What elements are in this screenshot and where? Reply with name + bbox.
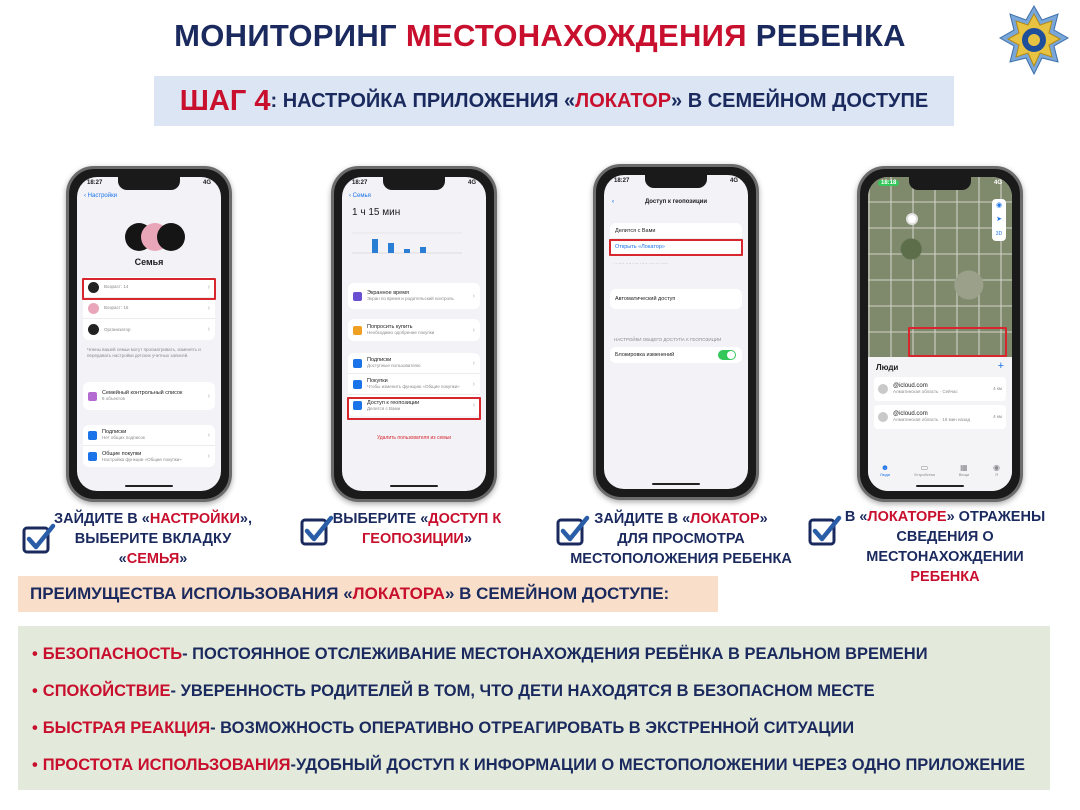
- add-person-button[interactable]: +: [997, 360, 1004, 372]
- step-text-1: : НАСТРОЙКА ПРИЛОЖЕНИЯ «: [270, 89, 576, 112]
- tab-devices[interactable]: ▭ Устройства: [913, 463, 935, 477]
- phone-screen: 18:27 4G ‹ Семья 1 ч 15 мин Экранное время Экран по время и родительский контроль › Попросить купить Необходимо одобрение покупки › Подписки Доступные пользователю › Покупки Чтобы изменить функцию «Общие покупки» › Доступ к геопозиции Делится с Вами › Удалить пользователя из семьи: [342, 177, 486, 491]
- advantages-list: [18, 626, 1050, 790]
- back-nav[interactable]: ‹ Настройки: [84, 193, 118, 199]
- screen-header: ‹ Доступ к геопозиции: [612, 199, 708, 205]
- page-title: [0, 18, 1080, 54]
- person-map-pin[interactable]: [906, 213, 918, 225]
- step-text-2: ЛОКАТОР: [575, 89, 672, 112]
- advantage-item: • БЫСТРАЯ РЕАКЦИЯ - ВОЗМОЖНОСТЬ ОПЕРАТИВНО ОТРЕАГИРОВАТЬ В ЭКСТРЕННОЙ СИТУАЦИИ: [32, 719, 855, 737]
- sharing-list: Подписки Доступные пользователю › Покупки Чтобы изменить функцию «Общие покупки» › Доступ к геопозиции Делится с Вами ›: [348, 353, 480, 416]
- phone-settings-family: [66, 166, 232, 502]
- remove-user-link[interactable]: Удалить пользователя из семьи: [376, 435, 452, 441]
- globe-icon[interactable]: ◉: [995, 202, 1003, 209]
- phone-family-member: [331, 166, 497, 502]
- subscriptions-list: [83, 425, 215, 467]
- devices-icon: ▭: [920, 463, 929, 472]
- findmy-tab-bar: [868, 463, 1012, 483]
- phone-screen: 18:27 4G ‹ Настройки Семья Возраст: 14 › Возраст: 16 › Организатор › Члены вашей семьи могут просматривать, изменять и передавать настройки детских учетных записей. Семейный контрольный список 8 объектов › Подписки Нет общих подписок › Общие покупки Настройка функции «Общие покупки» ›: [77, 177, 221, 491]
- people-icon: ☻: [880, 463, 890, 472]
- map-3d-button[interactable]: 3D: [995, 231, 1003, 237]
- step-label: ШАГ 4: [179, 84, 271, 117]
- open-findmy-link[interactable]: Открыть «Локатор»: [615, 244, 665, 250]
- map-controls: [992, 199, 1006, 241]
- person-row[interactable]: @icloud.com Алматинская область · 18 мин назад 4 км: [874, 405, 1006, 429]
- screen-time-chart: [352, 225, 472, 255]
- family-avatars: [125, 223, 185, 251]
- shared-purchases-row[interactable]: Общие покупки Настройка функции «Общие покупки» ›: [83, 446, 215, 467]
- subscriptions-row[interactable]: Подписки Нет общих подписок ›: [83, 425, 215, 446]
- person-row[interactable]: @icloud.com Алматинская область · Сейчас 4 км: [874, 377, 1006, 401]
- tab-me[interactable]: ◉ Я: [993, 463, 1001, 477]
- highlight-frame: [82, 278, 216, 300]
- screen-time-value: 1 ч 15 мин: [352, 207, 401, 218]
- caption-step-2: ВЫБЕРИТЕ «ДОСТУП К ГЕОПОЗИЦИИ»: [332, 511, 502, 547]
- member-row[interactable]: Возраст: 14 ›: [83, 277, 215, 298]
- checkbox-check-icon: [300, 514, 334, 548]
- member-row[interactable]: Организатор ›: [83, 319, 215, 340]
- back-chevron-icon[interactable]: ‹: [612, 199, 614, 205]
- advantage-item: • БЕЗОПАСНОСТЬ - ПОСТОЯННОЕ ОТСЛЕЖИВАНИЕ МЕСТОНАХОЖДЕНИЯ РЕБЁНКА В РЕАЛЬНОМ ВРЕМЕНИ: [32, 645, 928, 663]
- auto-sharing-card[interactable]: Автоматический доступ: [610, 289, 742, 309]
- shared-with-you-card: Делится с Вами Открыть «Локатор»: [610, 223, 742, 255]
- screen-time-row[interactable]: Экранное время Экран по время и родительский контроль ›: [348, 283, 480, 309]
- family-checklist[interactable]: Семейный контрольный список 8 объектов ›: [83, 382, 215, 410]
- lock-changes-toggle[interactable]: [718, 350, 736, 360]
- location-arrow-icon[interactable]: ➤: [996, 216, 1002, 223]
- title-part-1: МОНИТОРИНГ: [174, 18, 406, 53]
- advantage-item: • ПРОСТОТА ИСПОЛЬЗОВАНИЯ -УДОБНЫЙ ДОСТУП К ИНФОРМАЦИИ О МЕСТОПОЛОЖЕНИИ ЧЕРЕЗ ОДНО ПРИЛОЖЕНИЕ: [32, 756, 1026, 774]
- caption-step-4: В «ЛОКАТОРЕ» ОТРАЖЕНЫ СВЕДЕНИЯ О МЕСТОНАХОЖДЕНИИ РЕБЕНКА: [844, 509, 1046, 585]
- step-banner: [154, 76, 954, 126]
- location-sharing-row[interactable]: Доступ к геопозиции Делится с Вами ›: [348, 395, 480, 416]
- phone-screen: 18:27 4G ‹ Доступ к геопозиции Делится с Вами Открыть «Локатор» ·· ···· ····· ··· ····· ···· ·· ····· Автоматический доступ НАСТРОЙКИ ОБЩЕГО ДОСТУПА К ГЕОПОЗИЦИИ Блокировка изменений: [604, 175, 748, 489]
- highlight-frame: [609, 239, 743, 256]
- member-row[interactable]: Возраст: 16 ›: [83, 298, 215, 319]
- ask-to-buy-row[interactable]: Попросить купить Необходимо одобрение покупки ›: [348, 319, 480, 341]
- lock-changes-card: Блокировка изменений: [610, 347, 742, 363]
- items-icon: ▦: [960, 463, 968, 472]
- advantage-item: • СПОКОЙСТВИЕ - УВЕРЕННОСТЬ РОДИТЕЛЕЙ В ТОМ, ЧТО ДЕТИ НАХОДЯТСЯ В БЕЗОПАСНОМ МЕСТЕ: [32, 682, 875, 700]
- title-part-2: МЕСТОНАХОЖДЕНИЯ: [405, 18, 747, 53]
- tab-people[interactable]: ☻ Люди: [879, 463, 891, 477]
- phone-findmy-map: [857, 166, 1023, 502]
- highlight-frame: [347, 397, 481, 420]
- step-text-3: » В СЕМЕЙНОМ ДОСТУПЕ: [671, 89, 929, 112]
- advantages-title: ПРЕИМУЩЕСТВА ИСПОЛЬЗОВАНИЯ « ЛОКАТОРА » В СЕМЕЙНОМ ДОСТУПЕ:: [18, 576, 718, 612]
- family-title: Семья: [134, 257, 164, 267]
- police-emblem-icon: [996, 4, 1072, 76]
- title-part-3: РЕБЕНКА: [746, 18, 906, 53]
- caption-step-1: ЗАЙДИТЕ В «НАСТРОЙКИ», ВЫБЕРИТЕ ВКЛАДКУ «СЕМЬЯ»: [54, 511, 252, 567]
- people-panel: Люди + @icloud.com Алматинская область · Сейчас 4 км @icloud.com Алматинская область · 18 мин назад 4 км ☻ Люди ▭ Устройства ▦ Вещи ◉ Я: [868, 357, 1012, 491]
- back-nav[interactable]: ‹ Семья: [349, 193, 371, 199]
- tab-items[interactable]: ▦ Вещи: [958, 463, 970, 477]
- highlight-frame: [908, 327, 1007, 357]
- caption-step-3: ЗАЙДИТЕ В «ЛОКАТОР» ДЛЯ ПРОСМОТРА МЕСТОПОЛОЖЕНИЯ РЕБЕНКА: [570, 511, 792, 567]
- phone-location-sharing: [593, 164, 759, 500]
- me-icon: ◉: [993, 463, 1001, 472]
- phone-screen: 18:18 4G ◉ ➤ 3D Люди + @icloud.com Алматинская область · Сейчас 4 км @icloud.com Алматинская область · 18 мин назад 4 км ☻ Люди ▭ Устройства ▦ Вещи ◉ Я: [868, 177, 1012, 491]
